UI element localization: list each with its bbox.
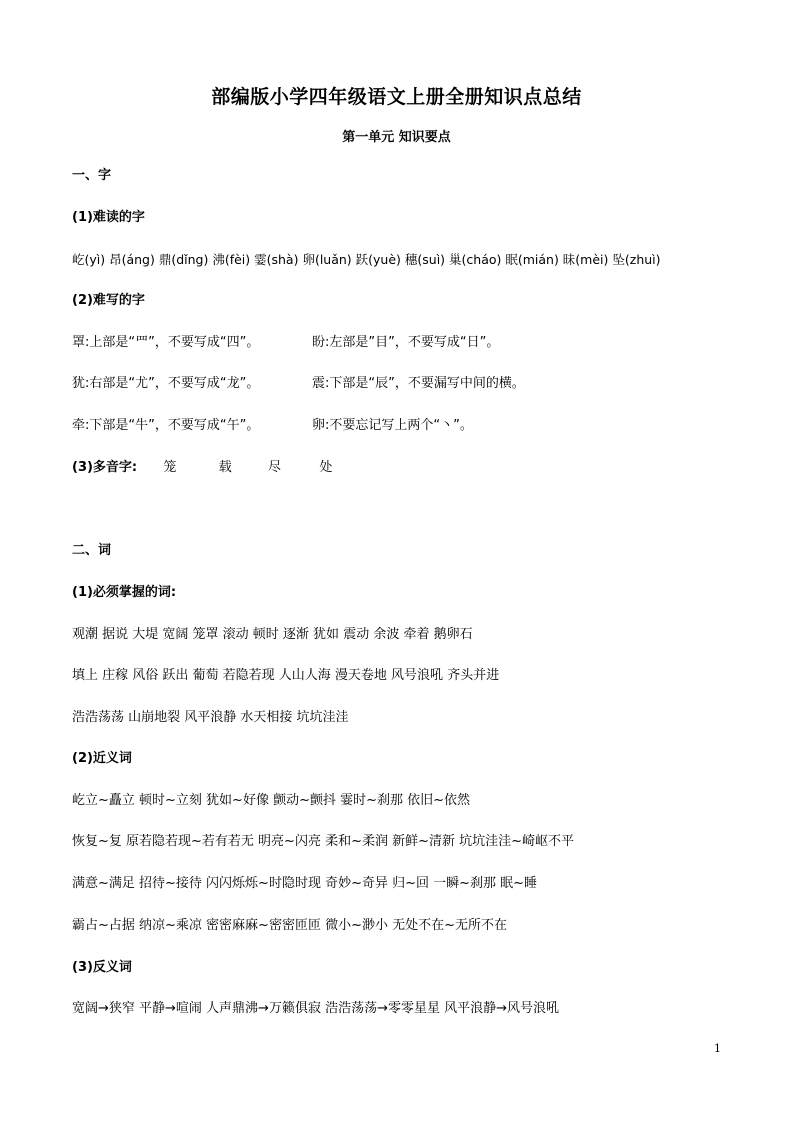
hard-write-item: 卵:不要忘记写上两个“丶”。 (312, 418, 473, 433)
subheading-antonyms: (3)反义词 (72, 960, 132, 975)
polyphone-row (72, 458, 332, 478)
unit-subtitle: 第一单元 知识要点 (342, 130, 451, 145)
synonym-line: 恢复~复 原若隐若现~若有若无 明亮~闪亮 柔和~柔润 新鲜~清新 坑坑洼洼~崎岖不平 (72, 834, 575, 849)
section-heading-words: 二、词 (72, 543, 112, 558)
hard-to-read-characters: 屹(yì) 昂(áng) 鼎(dǐng) 沸(fèi) 霎(shà) 卵(luǎn) 跃(yuè) 穗(suì) 巢(cháo) 眠(mián) 昧(mèi) 坠(zhuì) (72, 252, 661, 267)
page-number: 1 (714, 1042, 721, 1055)
section-heading-characters: 一、字 (72, 168, 112, 183)
hard-write-item: 犹:右部是“尤”，不要写成“龙”。 (72, 376, 260, 391)
polyphone-char: 处 (319, 460, 333, 475)
subheading-hard-to-read: (1)难读的字 (72, 210, 145, 225)
antonym-line: 宽阔→狭窄 平静→喧闹 人声鼎沸→万籁俱寂 浩浩荡荡→零零星星 风平浪静→风号浪吼 (72, 1001, 559, 1016)
polyphone-char: 笼 (163, 460, 177, 475)
subheading-must-master: (1)必须掌握的词: (72, 585, 177, 600)
document-title: 部编版小学四年级语文上册全册知识点总结 (211, 86, 582, 108)
polyphone-char: 尽 (268, 460, 282, 475)
hard-write-item: 罩:上部是“罒”，不要写成“四”。 (72, 335, 260, 350)
word-list-line: 浩浩荡荡 山崩地裂 风平浪静 水天相接 坑坑洼洼 (72, 710, 349, 725)
polyphone-char: 载 (218, 460, 232, 475)
synonym-line: 霸占~占据 纳凉~乘凉 密密麻麻~密密匝匝 微小~渺小 无处不在~无所不在 (72, 918, 507, 933)
subheading-polyphones: (3)多音字: (72, 460, 138, 475)
synonym-line: 满意~满足 招待~接待 闪闪烁烁~时隐时现 奇妙~奇异 归~回 一瞬~刹那 眠~睡 (72, 876, 538, 891)
synonym-line: 屹立~矗立 顿时~立刻 犹如~好像 颤动~颤抖 霎时~刹那 依旧~依然 (72, 793, 471, 808)
hard-write-item: 震:下部是“辰”，不要漏写中间的横。 (312, 376, 525, 391)
hard-write-item: 盼:左部是”目”，不要写成“日”。 (312, 335, 500, 350)
subheading-synonyms: (2)近义词 (72, 751, 132, 766)
subheading-hard-to-write: (2)难写的字 (72, 293, 145, 308)
word-list-line: 观潮 据说 大堤 宽阔 笼罩 滚动 顿时 逐渐 犹如 震动 余波 牵着 鹅卵石 (72, 627, 473, 642)
word-list-line: 填上 庄稼 风俗 跃出 葡萄 若隐若现 人山人海 漫天卷地 风号浪吼 齐头并进 (72, 668, 500, 683)
hard-write-item: 牵:下部是“牛”，不要写成“午”。 (72, 418, 260, 433)
